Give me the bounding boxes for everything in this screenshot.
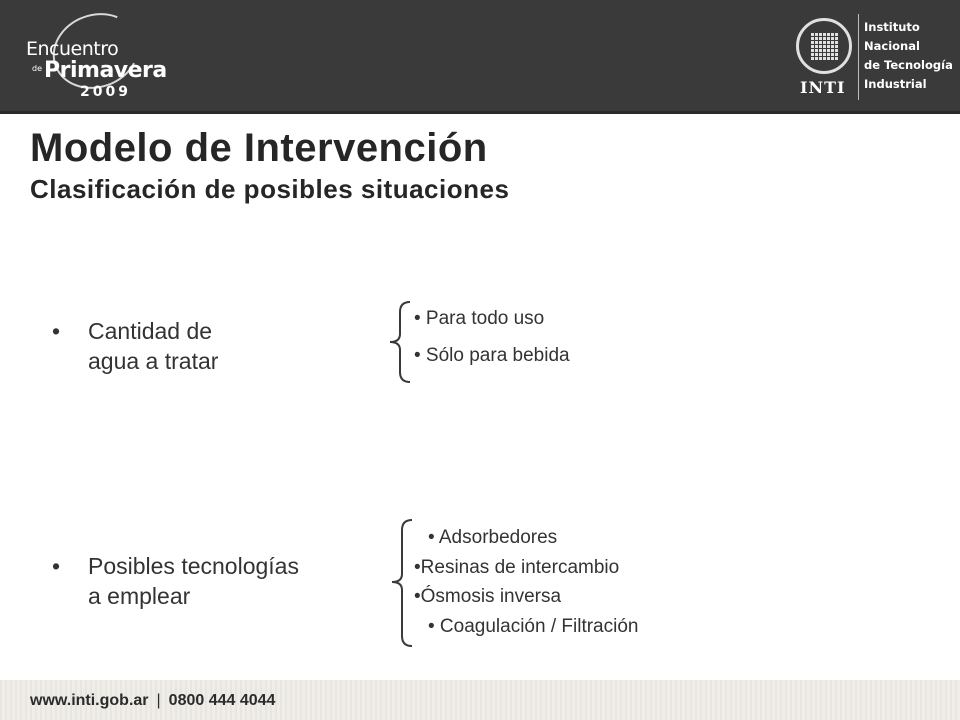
group2-item: • Adsorbedores [428,527,558,548]
inti-full-name [864,18,953,94]
group1-item: • Para todo uso [414,308,545,329]
inti-seal-icon [796,18,852,74]
logo-de: de [32,64,42,73]
footer-url[interactable]: www.inti.gob.ar [30,692,149,709]
footer-contact [30,692,275,710]
footer-bar [0,680,960,720]
bullet-line: Posibles tecnologías [88,553,299,579]
group1-item: • Sólo para bebida [414,345,570,366]
bullet-marker: • [52,553,61,579]
bullet-water-quantity [52,316,219,376]
inti-wordmark: INTI [800,78,846,97]
inti-name-line: de Tecnología [864,58,953,72]
group2-item: •Ósmosis inversa [414,586,562,607]
brace-icon [388,300,412,384]
logo-line1: Encuentro [26,38,119,60]
slide-title: Modelo de Intervención [30,126,488,170]
footer-separator: | [156,692,161,709]
encuentro-primavera-logo [22,12,172,102]
group2-item: • Coagulación / Filtración [428,616,639,637]
footer-phone: 0800 444 4044 [168,692,276,709]
slide-subtitle: Clasificación de posibles situaciones [30,174,510,204]
group2-item: •Resinas de intercambio [414,557,620,578]
inti-name-line: Instituto [864,20,920,34]
inti-name-line: Nacional [864,39,920,53]
logo-line2: Primavera [44,58,167,83]
bullet-line: agua a tratar [88,348,219,374]
bullet-line: a emplear [88,583,191,609]
bullet-line: Cantidad de [88,318,213,344]
inti-name-line: Industrial [864,77,927,91]
bullet-marker: • [52,318,61,344]
logo-divider [858,14,859,100]
logo-year: 2009 [80,84,131,100]
bullet-technologies [52,551,299,611]
header-bar [0,0,960,114]
inti-logo [794,14,954,104]
brace-icon [390,518,414,648]
